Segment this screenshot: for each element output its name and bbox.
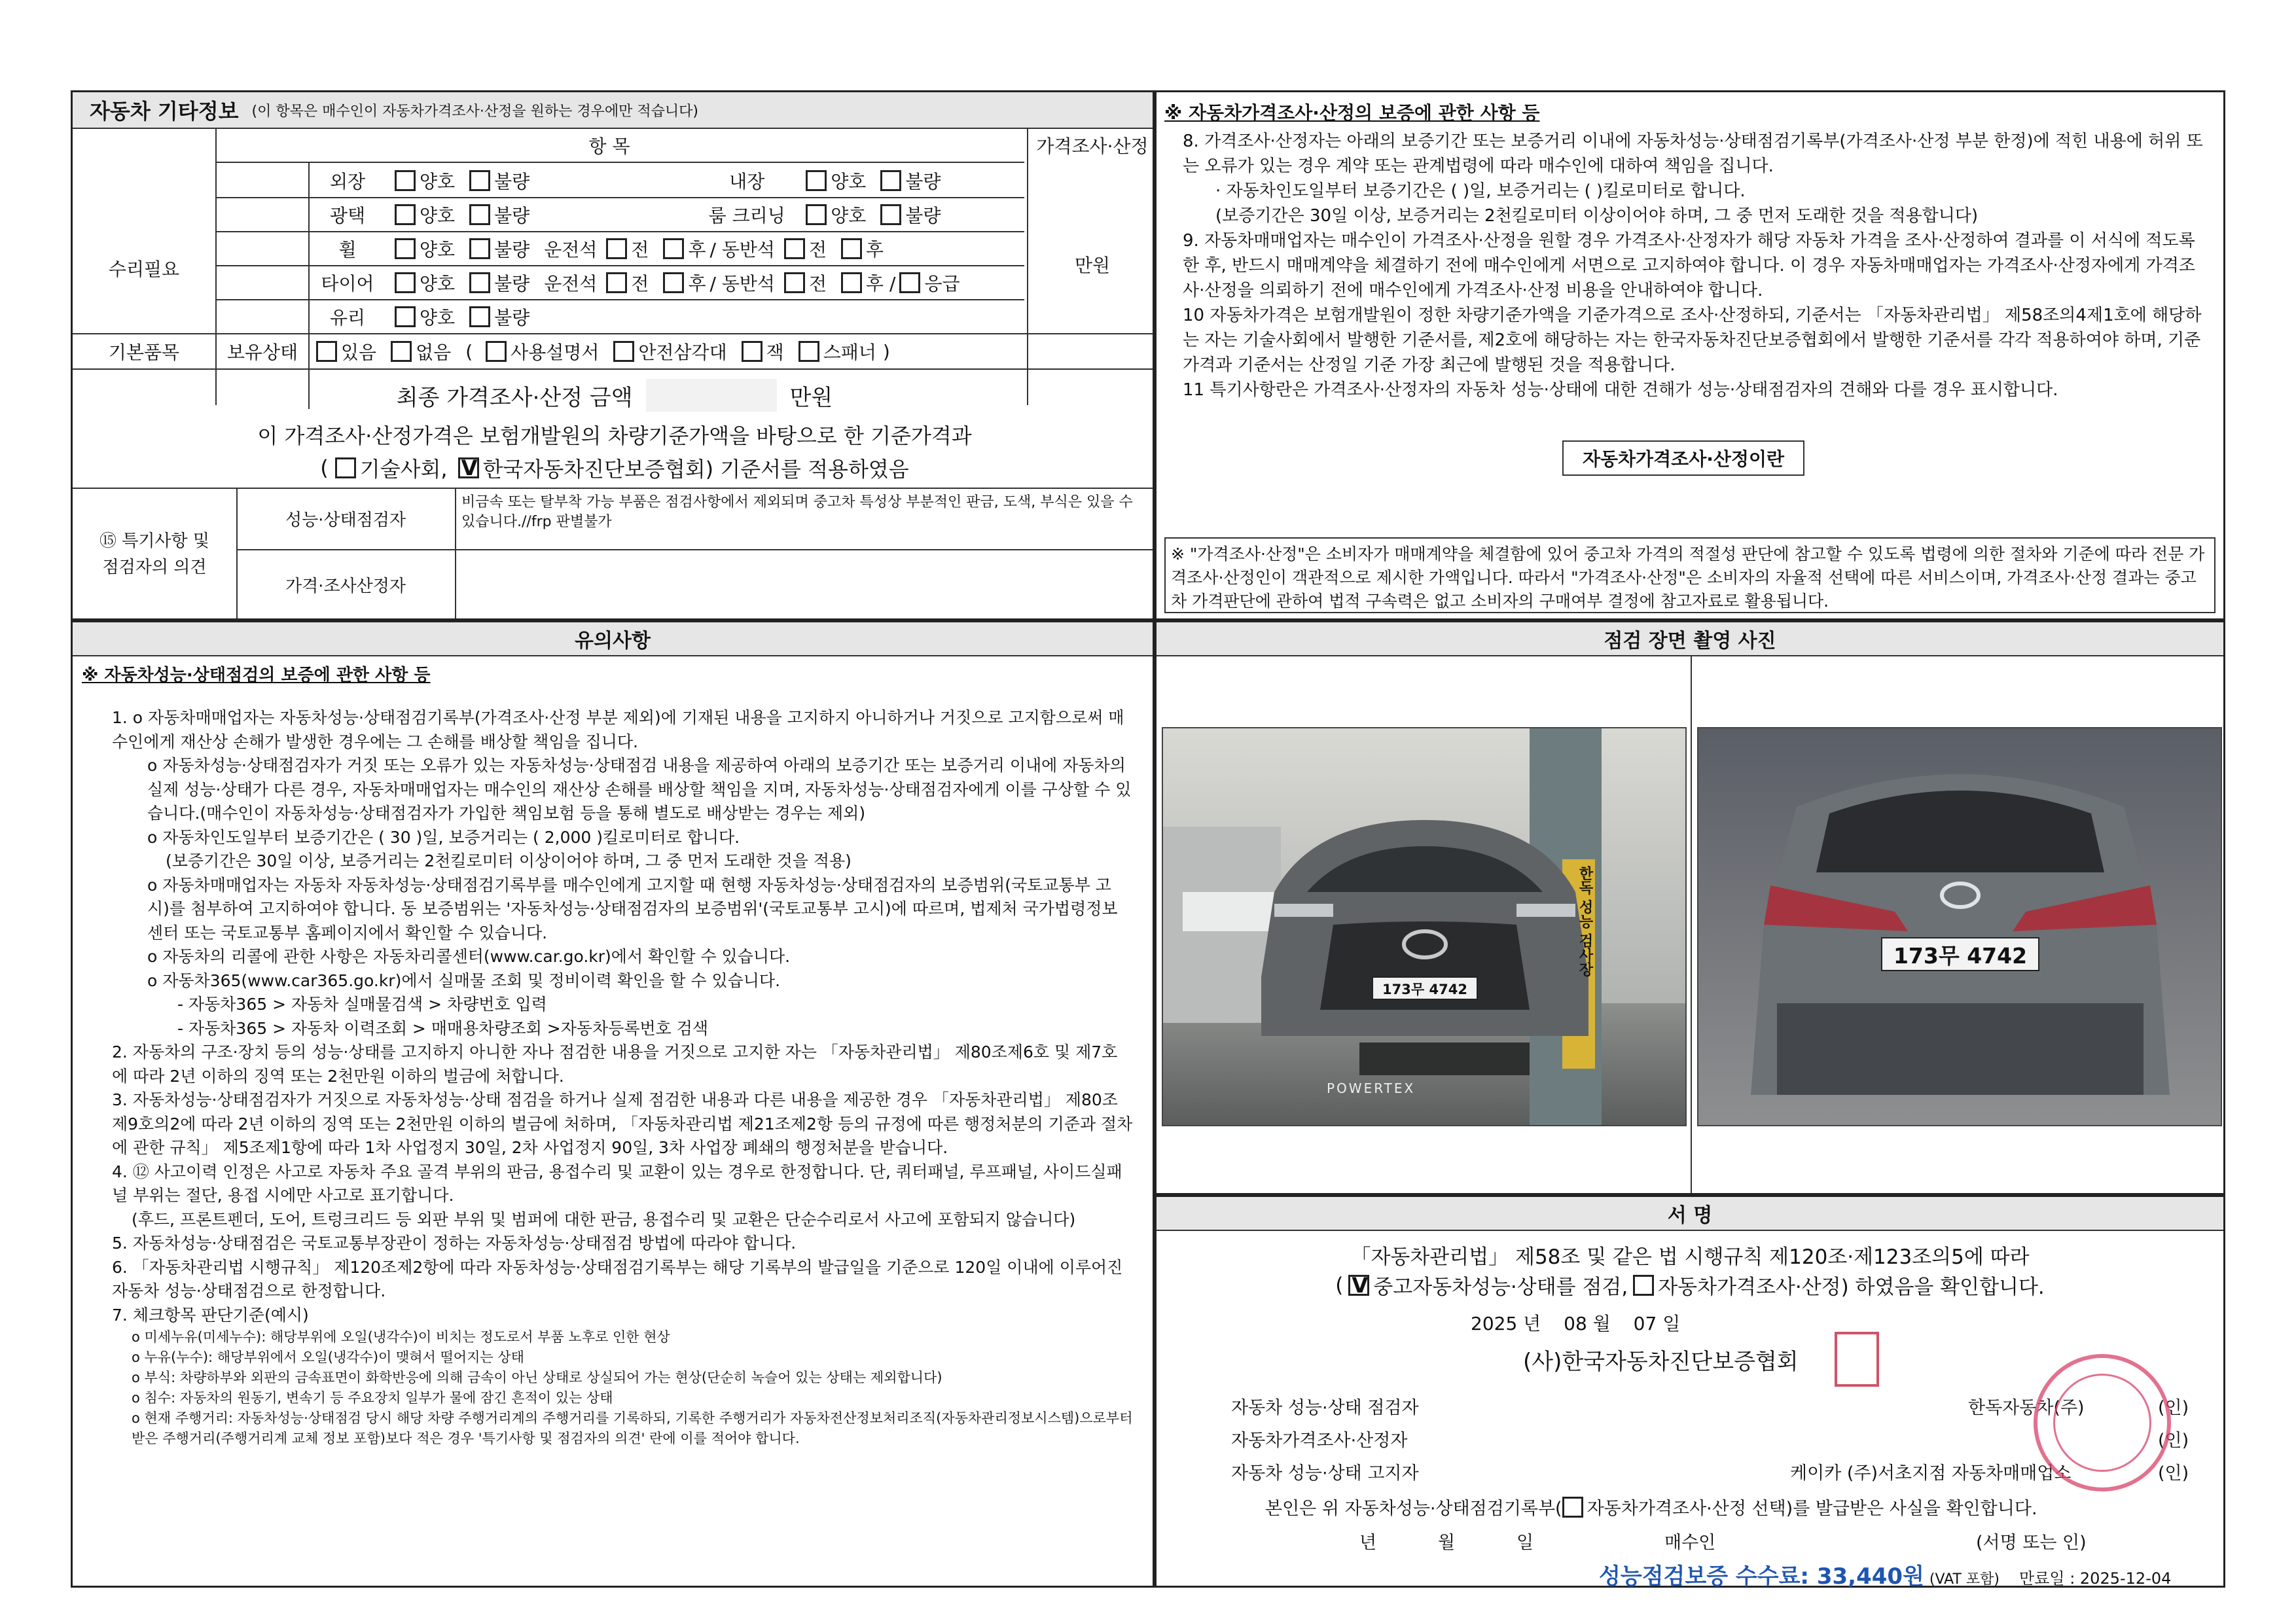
repair-row-glass <box>308 300 1027 333</box>
option-label: 불량 <box>905 205 941 226</box>
glass-good-checkbox[interactable] <box>395 306 416 327</box>
possession-none-checkbox[interactable] <box>391 341 412 362</box>
blank-day: 일 <box>1516 1533 1534 1553</box>
buyer-label: 매수인 <box>1664 1533 1716 1553</box>
price-item-8-sub2: (보증기간은 30일 이상, 보증거리는 2천킬로미터 이상이어야 하며, 그 중 먼저 도래한 것을 적용합니다) <box>1215 206 1979 226</box>
final-price-row <box>73 372 1157 418</box>
tire-emergency-checkbox[interactable] <box>899 272 920 293</box>
price-item-10: 10 자동차가격은 보험개발원이 정한 차량기준가액을 기준가격으로 조사·산정하되, 기준서는 「자동차관리법」 제58조의4제1호에 해당하는 자는 기술사회에서 발행한 기준서를, 제2호에 해당하는 자는 한국자동차진단보증협회에서 발행한 기준서를 각각 적용하여야 하며, 기준가격과 기준서는 산정일 기준 가장 최근에 발행된 것을 적용합니다. <box>1183 306 2202 375</box>
glass-bad-checkbox[interactable] <box>469 306 490 327</box>
check-open-paren: ( <box>1335 1273 1344 1297</box>
col-price-header: 가격조사·산정 <box>1036 135 1149 157</box>
close-paren: ) <box>882 340 890 363</box>
repair-row-exterior <box>308 164 1027 197</box>
driver-seat-label: 운전석 <box>544 273 598 294</box>
price-survey-definition-text: ※ "가격조사·산정"은 소비자가 매매계약을 체결함에 있어 중고차 가격의 적절성 판단에 참고할 수 있도록 법령에 의한 절차와 기준에 따라 전문 가격조사·산정인이 객관적으로 제시한 가액입니다. 따라서 "가격조사·산정"은 소비자의 자율적 선택에 따른 서비스이며, 가격조사·산정 결과는 중고차 가격판단에 관하여 법적 구속력은 없고 소비자의 구매여부 결정에 참고자료로 활용됩니다. <box>1171 544 2205 611</box>
fee-label: 성능점검보증 수수료: 33,440원 <box>1599 1563 1924 1590</box>
option-label: 후 / <box>866 273 896 294</box>
tire-label: 타이어 <box>321 273 374 294</box>
note-4: 4. ⑫ 사고이력 인정은 사고로 자동차 주요 골격 부위의 판금, 용접수리 및 교환이 있는 경우로 한정합니다. 단, 쿼터패널, 루프패널, 사이드실패널 부위는 절단, 용접 시에만 사고로 표기합니다. <box>112 1162 1122 1205</box>
final-price-label: 최종 가격조사·산정 금액 <box>396 384 633 411</box>
note-5: 5. 자동차성능·상태점검은 국토교통부장관이 정하는 자동차성능·상태점검 방법에 따라야 합니다. <box>112 1234 797 1253</box>
note-4-2: (후드, 프론트펜더, 도어, 트렁크리드 등 외판 부위 및 범퍼에 대한 판금, 용접수리 및 교환은 단순수리로서 사고에 포함되지 않습니다) <box>132 1209 1076 1229</box>
sig-appraiser-seal: (인) <box>2158 1431 2189 1451</box>
date-year-unit: 년 <box>1523 1313 1541 1334</box>
tire-passenger-rear-checkbox[interactable] <box>841 272 862 293</box>
gloss-label: 광택 <box>329 205 366 226</box>
vehicle-other-info-title: 자동차 기타정보 <box>90 99 239 124</box>
manual-checkbox[interactable] <box>486 341 507 362</box>
interior-bad-checkbox[interactable] <box>880 170 901 191</box>
option-label: 불량 <box>494 307 530 329</box>
option-label: 잭 <box>766 342 784 363</box>
driver-seat-label: 운전석 <box>544 239 598 260</box>
price-item-9: 9. 자동차매매업자는 매수인이 가격조사·산정을 원할 경우 가격조사·산정자가 해당 자동차 가격을 조사·산정하여 결과를 이 서식에 적도록 한 후, 반드시 매매계약을 체결하기 전에 매수인에게 서면으로 고지하여야 합니다. 이 경우 자동차매매업자는 가격조사·산정자에게 가격조사·산정을 의뢰하기 전에 매수인에게 가격조사·산정 비용을 안내하여야 합니다. <box>1183 231 2195 300</box>
price-survey-definition-title: 자동차가격조사·산정이란 <box>1562 440 1804 476</box>
wheel-passenger-rear-checkbox[interactable] <box>841 238 862 259</box>
interior-label: 내장 <box>729 171 765 192</box>
sig-inspector-seal: (인) <box>2158 1398 2189 1418</box>
possession-have-checkbox[interactable] <box>316 341 337 362</box>
exterior-bad-checkbox[interactable] <box>469 170 490 191</box>
used-car-inspection-checkbox[interactable] <box>1348 1275 1369 1296</box>
option-label: 후 <box>688 273 706 294</box>
price-guarantee-title: ※ 자동차가격조사·산정의 보증에 관한 사항 등 <box>1164 102 1540 124</box>
note-3: 3. 자동차성능·상태점검자가 거짓으로 자동차성능·상태 점검을 하거나 실제 점검한 내용과 다른 내용을 제공한 경우 「자동차관리법」 제80조제9호의2에 따라 2년 이하의 징역 또는 2천만원 이하의 벌금에 처하며, 「자동차관리법 제21조제2항 등의 규정에 따른 행정처분의 기준과 절차에 관한 규칙」 제5조제1항에 따라 1차 사업정지 30일, 2차 사업정지 90일, 3차 사업장 폐쇄의 행정처분을 받습니다. <box>112 1090 1133 1157</box>
final-price-input[interactable] <box>646 379 777 412</box>
option-label: 전 <box>808 239 827 260</box>
option-label: 양호 <box>420 307 456 329</box>
repair-row-wheel <box>308 232 1027 265</box>
rear-license-plate: 173무 4742 <box>1893 942 2028 969</box>
vehicle-other-info-title-row <box>73 92 1153 128</box>
inspector-opinion-text: 비금속 또는 탈부착 가능 부품은 점검사항에서 제외되며 중고차 특성상 부분적인 판금, 도색, 부식은 있을 수 있습니다.//frp 판별불가 <box>461 494 1133 530</box>
date-day-unit: 일 <box>1662 1313 1681 1334</box>
note-7-e: o 현재 주행거리: 자동차성능·상태점검 당시 해당 차량 주행거리계의 주행거리를 기록하되, 기록한 주행거리가 자동차전산정보처리조직(자동차관리정보시스템)으로부터 받은 주행거리(주행거리계 교체 정보 포함)보다 적은 경우 '특기사항 및 점검자의 의견' 란에 이를 적어야 합니다. <box>132 1410 1133 1446</box>
option-label: 스패너 <box>823 342 876 363</box>
price-guarantee-items <box>1183 129 2204 402</box>
open-paren: ( <box>465 340 473 363</box>
tire-driver-front-checkbox[interactable] <box>606 272 627 293</box>
tech-society-checkbox[interactable] <box>335 457 356 478</box>
note-7-c: o 부식: 차량하부와 외판의 금속표면이 화학반응에 의해 금속이 아닌 상태로 상실되어 가는 현상(단순히 녹슬어 있는 상태는 제외합니다) <box>132 1370 942 1385</box>
tire-good-checkbox[interactable] <box>395 272 416 293</box>
option-label: 양호 <box>831 171 867 192</box>
buyer-sign-label: (서명 또는 인) <box>1976 1533 2087 1553</box>
wheel-driver-rear-checkbox[interactable] <box>663 238 684 259</box>
price-survey-guarantee-panel <box>1155 90 2225 620</box>
basis-open-paren: ( <box>320 455 329 480</box>
jack-checkbox[interactable] <box>742 341 762 362</box>
interior-good-checkbox[interactable] <box>806 170 827 191</box>
note-1-c2: (보증기간은 30일 이상, 보증거리는 2천킬로미터 이상이어야 하며, 그 중 먼저 도래한 것을 적용) <box>166 851 852 870</box>
option-label: 양호 <box>420 273 456 294</box>
appraiser-opinion-label: 가격·조사산정자 <box>285 576 406 596</box>
note-1-f: o 자동차365(www.car365.go.kr)에서 실매물 조회 및 정비이력 확인을 할 수 있습니다. <box>147 971 781 990</box>
buyer-confirm-line <box>1265 1494 2037 1520</box>
front-vehicle-illustration <box>1163 728 1687 1126</box>
note-7: 7. 체크항목 판단기준(예시) <box>112 1305 309 1325</box>
option-label: 불량 <box>905 171 941 192</box>
confirm-price-checkbox[interactable] <box>1562 1497 1583 1518</box>
confirm-text-b: 자동차가격조사·산정 선택)를 발급받은 사실을 확인합니다. <box>1587 1499 2037 1519</box>
room-cleaning-label: 룸 크리닝 <box>708 205 785 226</box>
special-notes-label: ⑮ 특기사항 및 점검자의 의견 <box>99 531 210 577</box>
option-label: 불량 <box>494 205 530 226</box>
photos-header: 점검 장면 촬영 사진 <box>1157 622 2223 655</box>
option-label: 전 <box>808 273 827 294</box>
possession-label: 보유상태 <box>226 342 298 363</box>
date-month-unit: 월 <box>1592 1313 1611 1334</box>
vehicle-other-info-panel <box>71 90 1155 620</box>
option-label: 전 <box>631 273 649 294</box>
triangle-checkbox[interactable] <box>613 341 634 362</box>
basis-kada: 한국자동차진단보증협회) 기준서를 적용하였음 <box>482 457 909 482</box>
note-6: 6. 「자동차관리법 시행규칙」 제120조제2항에 따라 자동차성능·상태점검기록부는 해당 기록부의 발급일을 기준으로 120일 이내에 이루어진 자동차 성능·상태점검으로 한정합니다. <box>112 1257 1123 1300</box>
option-label: 안전삼각대 <box>638 342 727 363</box>
sig-notifier-value: 케이카 (주)서초지점 자동차매매업소 <box>1790 1463 2072 1484</box>
option-label: 양호 <box>420 205 456 226</box>
note-1-f1: - 자동차365 > 자동차 실매물검색 > 차량번호 입력 <box>177 995 547 1014</box>
wheel-bad-checkbox[interactable] <box>469 238 490 259</box>
option-label: 불량 <box>494 273 530 294</box>
price-unit-won: 만원 <box>1074 255 1111 276</box>
passenger-seat-label: / 동반석 <box>709 273 775 294</box>
signature-panel <box>1155 1195 2225 1588</box>
fee-line <box>1599 1558 2171 1590</box>
price-survey-checkbox[interactable] <box>1633 1275 1654 1296</box>
repair-needed-label: 수리필요 <box>108 259 180 280</box>
signature-check-line <box>1157 1270 2223 1300</box>
rear-vehicle-illustration <box>1698 728 2222 1126</box>
spanner-checkbox[interactable] <box>798 341 819 362</box>
option-label: 양호 <box>831 205 867 226</box>
option-label: 후 <box>866 239 884 260</box>
lift-brand-label: POWERTEX <box>1327 1080 1416 1096</box>
option-label: 응급 <box>924 273 960 294</box>
front-license-plate: 173무 4742 <box>1382 982 1467 997</box>
note-7-list <box>112 1327 1133 1449</box>
price-item-8: 8. 가격조사·산정자는 아래의 보증기간 또는 보증거리 이내에 자동차성능·상태점검기록부(가격조사·산정 부분 한정)에 적힌 내용에 허위 또는 오류가 있는 경우 계약 또는 관계법령에 따라 매수인에 대하여 책임을 집니다. <box>1183 132 2203 176</box>
passenger-seat-label: / 동반석 <box>709 239 775 260</box>
glass-label: 유리 <box>329 307 366 329</box>
option-label: 양호 <box>420 171 456 192</box>
wheel-driver-front-checkbox[interactable] <box>606 238 627 259</box>
wheel-label: 휠 <box>338 239 357 260</box>
blank-year: 년 <box>1359 1533 1377 1553</box>
date-year: 2025 <box>1471 1313 1518 1334</box>
basic-items-label: 기본품목 <box>108 342 180 363</box>
sig-notifier-seal: (인) <box>2158 1463 2189 1484</box>
date-month: 08 <box>1564 1313 1587 1334</box>
wheel-passenger-front-checkbox[interactable] <box>784 238 805 259</box>
fee-vat: (VAT 포함) <box>1929 1571 2000 1588</box>
basis-line1: 이 가격조사·산정가격은 보험개발원의 차량기준가액을 바탕으로 한 기준가격과 <box>257 423 972 448</box>
confirm-text-a: 본인은 위 자동차성능·상태점검기록부( <box>1265 1499 1562 1519</box>
front-vehicle-photo <box>1162 727 1687 1126</box>
sig-notifier-label: 자동차 성능·상태 고지자 <box>1231 1463 1419 1484</box>
option-label: 후 <box>688 239 706 260</box>
check-line-inspection: 중고자동차성능·상태를 점검, <box>1373 1275 1628 1299</box>
option-label: 전 <box>631 239 649 260</box>
pillar-sign: 한독 성능 검사장 <box>1577 866 1593 977</box>
notes-body <box>112 706 1133 1449</box>
association-seal-icon <box>1835 1332 1879 1387</box>
inspection-photos-panel <box>1155 620 2225 1195</box>
signature-date <box>1471 1310 1680 1336</box>
option-label: 양호 <box>420 239 456 260</box>
gloss-bad-checkbox[interactable] <box>469 204 490 225</box>
kada-checkbox[interactable] <box>458 457 479 478</box>
notes-panel <box>71 620 1155 1588</box>
price-item-8-sub1: · 자동차인도일부터 보증기간은 ( )일, 보증거리는 ( )킬로미터로 합니다. <box>1215 181 1746 201</box>
check-line-price: 자동차가격조사·산정) 하였음을 확인합니다. <box>1658 1275 2045 1299</box>
note-1-e: o 자동차의 리콜에 관한 사항은 자동차리콜센터(www.car.go.kr)에서 확인할 수 있습니다. <box>147 947 791 966</box>
signature-header: 서 명 <box>1157 1197 2223 1230</box>
date-day: 07 <box>1633 1313 1657 1334</box>
buyer-sign-line <box>1359 1528 2210 1554</box>
note-7-d: o 침수: 자동차의 원동기, 변속기 등 주요장치 일부가 물에 잠긴 흔적이 있는 상태 <box>132 1390 613 1406</box>
dealer-stamp-inner-icon <box>2053 1374 2151 1472</box>
inspector-opinion-label: 성능·상태점검자 <box>285 510 406 530</box>
note-2: 2. 자동차의 구조·장치 등의 성능·상태를 고지하지 아니한 자나 점검한 내용을 거짓으로 고지한 자는 「자동차관리법」 제80조제6호 및 제7호에 따라 2년 이하의 징역 또는 2천만원 이하의 벌금에 처합니다. <box>112 1043 1118 1086</box>
sig-appraiser-label: 자동차가격조사·산정자 <box>1231 1431 1408 1451</box>
option-label: 있음 <box>341 342 377 363</box>
rear-vehicle-photo <box>1697 727 2222 1126</box>
note-1-a: 1. o 자동차매매업자는 자동차성능·상태점검기록부(가격조사·산정 부분 제외)에 기재된 내용을 고지하지 아니하거나 거짓으로 고지함으로써 매수인에게 재산상 손해가 발생한 경우에는 그 손해를 배상할 책임을 집니다. <box>112 708 1124 751</box>
notes-title: ※ 자동차성능·상태점검의 보증에 관한 사항 등 <box>82 666 431 685</box>
gloss-good-checkbox[interactable] <box>395 204 416 225</box>
tire-driver-rear-checkbox[interactable] <box>663 272 684 293</box>
signature-law-line: 「자동차관리법」 제58조 및 같은 법 시행규칙 제120조·제123조의5에 따라 <box>1350 1245 2030 1269</box>
option-label: 불량 <box>494 239 530 260</box>
blank-month: 월 <box>1438 1533 1456 1553</box>
note-1-c: o 자동차인도일부터 보증기간은 ( 30 )일, 보증거리는 ( 2,000 )킬로미터로 합니다. <box>147 827 740 847</box>
tire-bad-checkbox[interactable] <box>469 272 490 293</box>
vehicle-other-info-note: (이 항목은 매수인이 자동차가격조사·산정을 원하는 경우에만 적습니다) <box>251 103 698 120</box>
col-item-header: 항 목 <box>588 135 630 157</box>
sig-inspector-label: 자동차 성능·상태 점검자 <box>1231 1398 1419 1418</box>
note-1-f2: - 자동차365 > 자동차 이력조회 > 매매용차량조회 >자동차등록번호 검색 <box>177 1018 709 1038</box>
wheel-good-checkbox[interactable] <box>395 238 416 259</box>
room-cleaning-good-checkbox[interactable] <box>806 204 827 225</box>
note-7-b: o 누유(누수): 해당부위에서 오일(냉각수)이 맺혀서 떨어지는 상태 <box>132 1349 524 1365</box>
exterior-label: 외장 <box>329 171 366 192</box>
room-cleaning-bad-checkbox[interactable] <box>880 204 901 225</box>
exterior-good-checkbox[interactable] <box>395 170 416 191</box>
basis-line2 <box>73 451 1157 485</box>
final-price-unit: 만원 <box>789 384 833 411</box>
notes-header: 유의사항 <box>73 622 1153 655</box>
option-label: 사용설명서 <box>511 342 600 363</box>
repair-row-tire <box>308 266 1027 299</box>
note-1-b: o 자동차성능·상태점검자가 거짓 또는 오류가 있는 자동차성능·상태점검 내용을 제공하여 아래의 보증기간 또는 보증거리 이내에 자동차의 실제 성능·상태가 다른 경우, 자동차매매업자는 매수인의 재산상 손해를 배상할 책임을 지며, 자동차성능·상태점검자에게 이를 구상할 수 있습니다.(매수인이 자동차성능·상태점검자가 가입한 책임보험 등을 통해 별도로 배상받는 경우는 제외) <box>147 756 1132 823</box>
option-label: 없음 <box>416 342 452 363</box>
signature-org: (사)한국자동차진단보증협회 <box>1523 1349 1799 1375</box>
tire-passenger-front-checkbox[interactable] <box>784 272 805 293</box>
basic-items-row <box>217 334 1027 368</box>
note-1-d: o 자동차매매업자는 자동차 자동차성능·상태점검기록부를 매수인에게 고지할 때 현행 자동차성능·상태점검자의 보증범위(국토교통부 고시)를 첨부하여 고지하여야 합니다. 동 보증범위는 '자동차성능·상태점검자의 보증범위'(국토교통부 고시)에 따르며, 법제처 국가법령정보센터 또는 국토교통부 홈페이지에서 확인할 수 있습니다. <box>147 875 1118 942</box>
option-label: 불량 <box>494 171 530 192</box>
note-7-a: o 미세누유(미세누수): 해당부위에 오일(냉각수)이 비치는 정도로서 부품 노후로 인한 현상 <box>132 1329 670 1345</box>
sig-inspector-value: 한독자동차(주) <box>1968 1398 2085 1418</box>
basis-tech: 기술사회, <box>359 457 448 482</box>
repair-row-gloss <box>308 198 1027 231</box>
fee-expiry: 만료일 : 2025-12-04 <box>2019 1569 2172 1588</box>
price-survey-definition-box <box>1164 537 2215 613</box>
price-item-11: 11 특기사항란은 가격조사·산정자의 자동차 성능·상태에 대한 견해가 성능·상태점검자의 견해와 다를 경우 표시합니다. <box>1183 380 2058 400</box>
